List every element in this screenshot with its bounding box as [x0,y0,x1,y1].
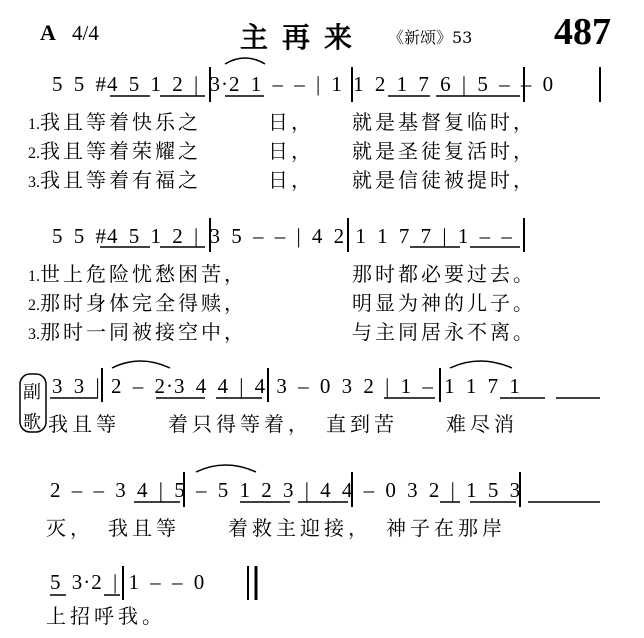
verse-lyric-right: 明显为神的儿子。 [352,291,536,315]
verse-number: 3. [28,326,40,343]
refrain-line2-lyrics: 灭， 我且等 着救主迎接， 神子在那岸 [46,516,506,540]
verse-lyric-mid: 日， [268,139,314,163]
verse-number: 1. [28,116,40,133]
verse-lyric-right: 就是圣徒复活时， [352,139,536,163]
hymn-title: 主再来 [240,21,367,54]
hymn-number: 487 [554,11,611,53]
verse-number: 1. [28,268,40,285]
system1-notes: 5 5 #4 5 1 2 | 3·2 1 – – | 1 1 2 1 7 6 | 5 – – 0 [52,72,555,96]
refrain-label-top: 副 [23,382,41,403]
verse-lyric-right: 就是基督复临时， [352,110,536,134]
verse-line [28,287,247,316]
verse-line [28,164,201,193]
refrain-line2-notes: 2 – – 3 4 | 5 – 5 1 2 3 | 4 4 – 0 3 2 | 1 5 3 [50,478,522,502]
verse-lyric-left: 我且等着荣耀之 [40,139,201,163]
verse-number: 3. [28,174,40,191]
refrain-line1-notes: 3 3 | 2 – 2·3 4 4 | 4 3 – 0 3 2 | 1 – 1 1 7 1 [52,374,521,398]
verse-lyric-left: 那时身体完全得赎， [40,291,247,315]
verse-lyric-mid: 日， [268,168,314,192]
verse-lyric-mid: 日， [268,110,314,134]
verse-lyric-left: 世上危险忧愁困苦， [40,262,247,286]
verse-line [28,135,201,164]
verse-line [28,106,201,135]
time-signature: 4/4 [72,21,99,45]
verse-lyric-right: 那时都必要过去。 [352,262,536,286]
verse-lyric-right: 与主同居永不离。 [352,320,536,344]
system2-notes: 5 5 #4 5 1 2 | 3 5 – – | 4 2 1 1 7 7 | 1 – – [52,224,513,248]
refrain-line3-lyrics: 上招呼我。 [46,604,166,628]
refrain-line3-notes: 5 3·2 | 1 – – 0 [50,570,206,594]
verse-lyric-right: 就是信徒被提时， [352,168,536,192]
refrain-line1-lyrics: 我且等 着只得等着， 直到苦 难尽消 [48,412,518,436]
hymn-source: 《新颂》53 [388,28,473,47]
verse-line [28,258,247,287]
verse-line [28,316,247,345]
refrain-label-bottom: 歌 [23,412,41,433]
key-signature: A [40,20,56,45]
verse-number: 2. [28,297,40,314]
verse-number: 2. [28,145,40,162]
verse-lyric-left: 那时一同被接空中， [40,320,247,344]
verse-lyric-left: 我且等着有福之 [40,168,201,192]
verse-lyric-left: 我且等着快乐之 [40,110,201,134]
